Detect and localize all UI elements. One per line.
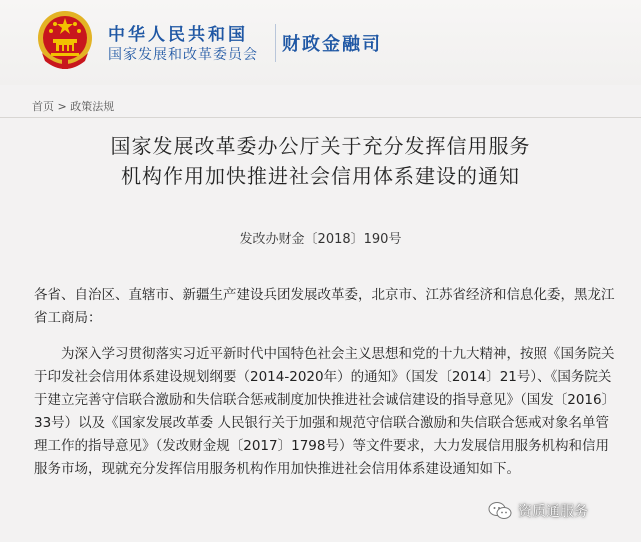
org-subtitle: 国家发展和改革委员会 — [108, 47, 258, 63]
header-divider — [275, 24, 276, 62]
breadcrumb-home-link[interactable]: 首页 — [32, 100, 54, 113]
body-text: 为深入学习贯彻落实习近平新时代中国特色社会主义思想和党的十九大精神，按照《国务院关于印发社会信用体系建设规划纲要（2014-2020年）的通知》（国发〔2014〕21号）、《国务院关于建立完善守信联合激励和失信联合惩戒制度加快推进社会诚信建设的指导意见》（国发〔2016〕33号）以及《国家发展改革委 人民银行关于加强和规范守信联合激励和失信联合惩戒对象名单管理工作的指导意见》（发改财金规〔2017〕1798号）等文件要求，大力发展信用服务机构和信用服务市场，现就充分发挥信用服务机构作用加快推进社会信用体系建设通知如下。 — [34, 346, 616, 477]
watermark-text: 资质通服务 — [518, 504, 588, 520]
body-paragraph — [34, 343, 619, 481]
article-title-line2: 机构作用加快推进社会信用体系建设的通知 — [121, 164, 520, 188]
breadcrumb — [32, 98, 114, 114]
addressee-paragraph: 各省、自治区、直辖市、新疆生产建设兵团发展改革委，北京市、江苏省经济和信息化委，黑龙江省工商局： — [34, 287, 615, 326]
department-name: 财政金融司 — [282, 34, 382, 55]
breadcrumb-section-link[interactable]: 政策法规 — [70, 100, 115, 113]
national-emblem-icon — [36, 9, 94, 71]
breadcrumb-divider — [0, 117, 641, 118]
article-title-line1: 国家发展改革委办公厅关于充分发挥信用服务 — [110, 134, 531, 158]
watermark — [488, 501, 588, 521]
site-header — [0, 0, 641, 85]
document-number: 发改办财金〔2018〕190号 — [239, 232, 402, 247]
org-name: 中华人民共和国 — [108, 25, 248, 45]
wechat-icon — [488, 501, 512, 521]
breadcrumb-separator: > — [57, 100, 67, 113]
